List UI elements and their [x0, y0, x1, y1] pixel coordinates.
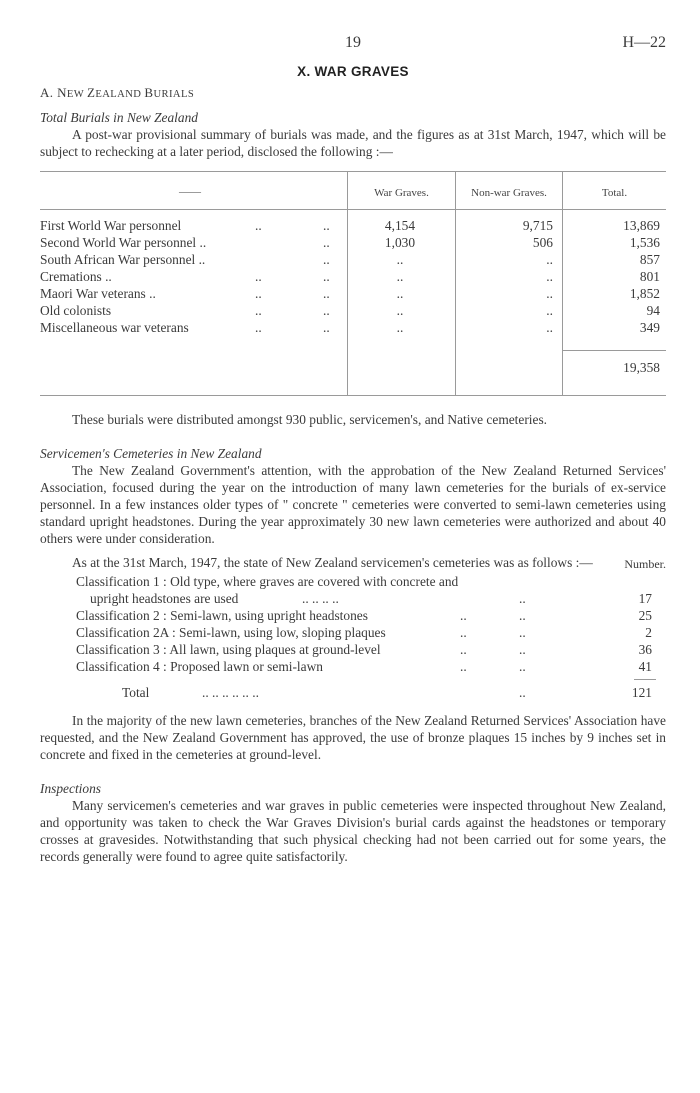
table-row: [40, 285, 666, 302]
classification-value: 25: [638, 608, 652, 623]
classification-value: 2: [645, 625, 652, 640]
table-row-grand-total: [40, 359, 666, 376]
list-item: [40, 607, 666, 624]
leader-dots: ..: [255, 286, 262, 301]
cell-total: 1,852: [629, 286, 660, 301]
leader-dots: ..: [460, 659, 467, 674]
row-label: Second World War personnel ..: [40, 235, 207, 250]
leader-dots: ..: [519, 591, 526, 606]
classification-1-line-1: Classification 1 : Old type, where graves are covered with concrete and: [76, 574, 459, 589]
header-rule: [40, 209, 666, 210]
paragraph-inspections: Many servicemen's cemeteries and war graves in public cemeteries were inspected throughout New Zealand, and opportunity was taken to check the War Graves Division's burial cards against the headstones or temporary crosses at gravesides. Notwithstanding that such physical checking had not been carried out for some years, the records generally were found to agree quite satisfactorily.: [40, 798, 666, 864]
list-item: [40, 658, 666, 675]
list-item: [40, 624, 666, 641]
classification-list: [40, 556, 666, 701]
classification-label: Classification 3 : All lawn, using plaques at ground-level: [76, 642, 381, 657]
heading-total-burials: Total Burials in New Zealand: [40, 110, 198, 125]
leader-dots: ..: [323, 303, 330, 318]
leader-dots: .. .. .. ..: [302, 591, 339, 606]
cell-non-war-graves: 506: [532, 235, 553, 250]
cell-total: 801: [639, 269, 660, 284]
leader-dots: ..: [255, 320, 262, 335]
leader-dots: ..: [519, 659, 526, 674]
table-row: [40, 302, 666, 319]
row-label: First World War personnel: [40, 218, 182, 233]
leader-dots: ..: [255, 303, 262, 318]
total-rule-wrap: [40, 675, 666, 684]
heading-servicemen-cemeteries: Servicemen's Cemeteries in New Zealand: [40, 446, 262, 461]
leader-dots: ..: [255, 269, 262, 284]
cell-war-graves: ..: [396, 269, 404, 284]
leader-dots: ..: [323, 235, 330, 250]
paragraph-lawn-cemeteries: The New Zealand Government's attention, with the approbation of the New Zealand Returned Services' Association, focused during the year on the introduction of many lawn cemeteries for the burials of ex-service personnel. In a few instances older types of " concrete " cemeteries were converted to semi-lawn cemeteries using standard upright headstones. During the year approximately 30 new lawn cemeteries were authorized and about 40 others were under consideration.: [40, 463, 666, 546]
row-label: Miscellaneous war veterans: [40, 320, 189, 335]
leader-dots: ..: [255, 218, 262, 233]
number-column-header: Number.: [624, 557, 666, 571]
cell-non-war-graves: 9,715: [522, 218, 553, 233]
grand-total-value: 19,358: [623, 360, 660, 375]
heading-part: Z: [87, 85, 96, 100]
cell-war-graves: ..: [396, 252, 404, 267]
classification-value: 41: [638, 659, 652, 674]
leader-dots: ..: [519, 685, 526, 700]
paragraph-distribution: These burials were distributed amongst 930 public, servicemen's, and Native cemeteries.: [72, 412, 548, 427]
total-label: Total: [122, 685, 150, 700]
header-war-graves: War Graves.: [374, 187, 429, 199]
heading-part: EW: [66, 89, 88, 100]
leader-dots: ..: [519, 642, 526, 657]
cell-total: 857: [639, 252, 660, 267]
table-row: [40, 234, 666, 251]
table-row: [40, 217, 666, 234]
cell-war-graves: ..: [396, 286, 404, 301]
cell-non-war-graves: ..: [546, 269, 553, 284]
classification-label: Classification 2A : Semi-lawn, using low, sloping plaques: [76, 625, 386, 640]
heading-part: A. N: [40, 85, 67, 100]
leader-dots: ..: [519, 625, 526, 640]
cell-war-graves: 4,154: [384, 218, 416, 233]
page-number: 19: [345, 34, 361, 51]
header-non-war-graves: Non-war Graves.: [471, 187, 547, 199]
row-label: Old colonists: [40, 303, 112, 318]
cell-war-graves: 1,030: [384, 235, 416, 250]
document-reference: H—22: [622, 34, 666, 51]
paragraph-bronze-plaques: In the majority of the new lawn cemeteries, branches of the New Zealand Returned Services' Association have requested, and the New Zealand Government has approved, the use of bronze plaques 15 inches by 9 inches set in concrete and fixed in the cemeteries at ground-level.: [40, 713, 666, 762]
subsection-heading-burials: [40, 84, 666, 103]
leader-dots: ..: [323, 286, 330, 301]
cell-non-war-graves: ..: [546, 320, 553, 335]
cell-non-war-graves: ..: [546, 252, 553, 267]
paragraph-state-of-cemeteries: As at the 31st March, 1947, the state of New Zealand servicemen's cemeteries was as follows :—: [72, 555, 593, 570]
leader-dots: ..: [460, 608, 467, 623]
leader-dots: ..: [519, 608, 526, 623]
classification-label: Classification 2 : Semi-lawn, using upright headstones: [76, 608, 368, 623]
leader-dots: ..: [323, 269, 330, 284]
cell-total: 13,869: [623, 218, 660, 233]
table-row: [40, 319, 666, 336]
row-label: Cremations ..: [40, 269, 112, 284]
list-item: [40, 590, 666, 607]
table-row: [40, 251, 666, 268]
cell-non-war-graves: ..: [546, 303, 553, 318]
paragraph-summary: A post-war provisional summary of burials was made, and the figures as at 31st March, 1947, which will be subject to rechecking at a later period, disclosed the following :—: [40, 127, 666, 159]
heading-inspections: Inspections: [40, 781, 101, 796]
classification-label: Classification 4 : Proposed lawn or semi-lawn: [76, 659, 323, 674]
cell-non-war-graves: ..: [546, 286, 553, 301]
cell-war-graves: ..: [396, 303, 404, 318]
row-label: South African War personnel ..: [40, 252, 206, 267]
classification-rows: [40, 607, 666, 675]
leader-dots: ..: [460, 625, 467, 640]
leader-dots: ..: [323, 218, 330, 233]
cell-total: 1,536: [629, 235, 660, 250]
cell-total: 349: [639, 320, 660, 335]
leader-dots: .. .. .. .. .. ..: [202, 685, 259, 700]
classification-value: 17: [638, 591, 652, 606]
page-header: [40, 34, 666, 56]
header-label: ——: [179, 186, 201, 198]
classification-1-line-2: upright headstones are used: [90, 591, 239, 606]
classification-total-row: [40, 684, 666, 701]
heading-part: B: [144, 85, 154, 100]
leader-dots: ..: [323, 252, 330, 267]
classification-value: 36: [638, 642, 652, 657]
section-title: X. WAR GRAVES: [297, 64, 409, 79]
cell-total: 94: [646, 303, 660, 318]
cell-war-graves: ..: [396, 320, 404, 335]
leader-dots: ..: [323, 320, 330, 335]
list-item: [40, 573, 666, 590]
leader-dots: ..: [460, 642, 467, 657]
total-rule: [563, 350, 666, 351]
heading-part: EALAND: [95, 89, 145, 100]
heading-part: URIALS: [153, 89, 195, 100]
row-label: Maori War veterans ..: [40, 286, 156, 301]
table-row: [40, 268, 666, 285]
total-rule: [634, 679, 656, 680]
burials-table: [40, 171, 666, 396]
total-value: 121: [631, 685, 652, 700]
list-item: [40, 641, 666, 658]
header-total: Total.: [601, 187, 628, 199]
